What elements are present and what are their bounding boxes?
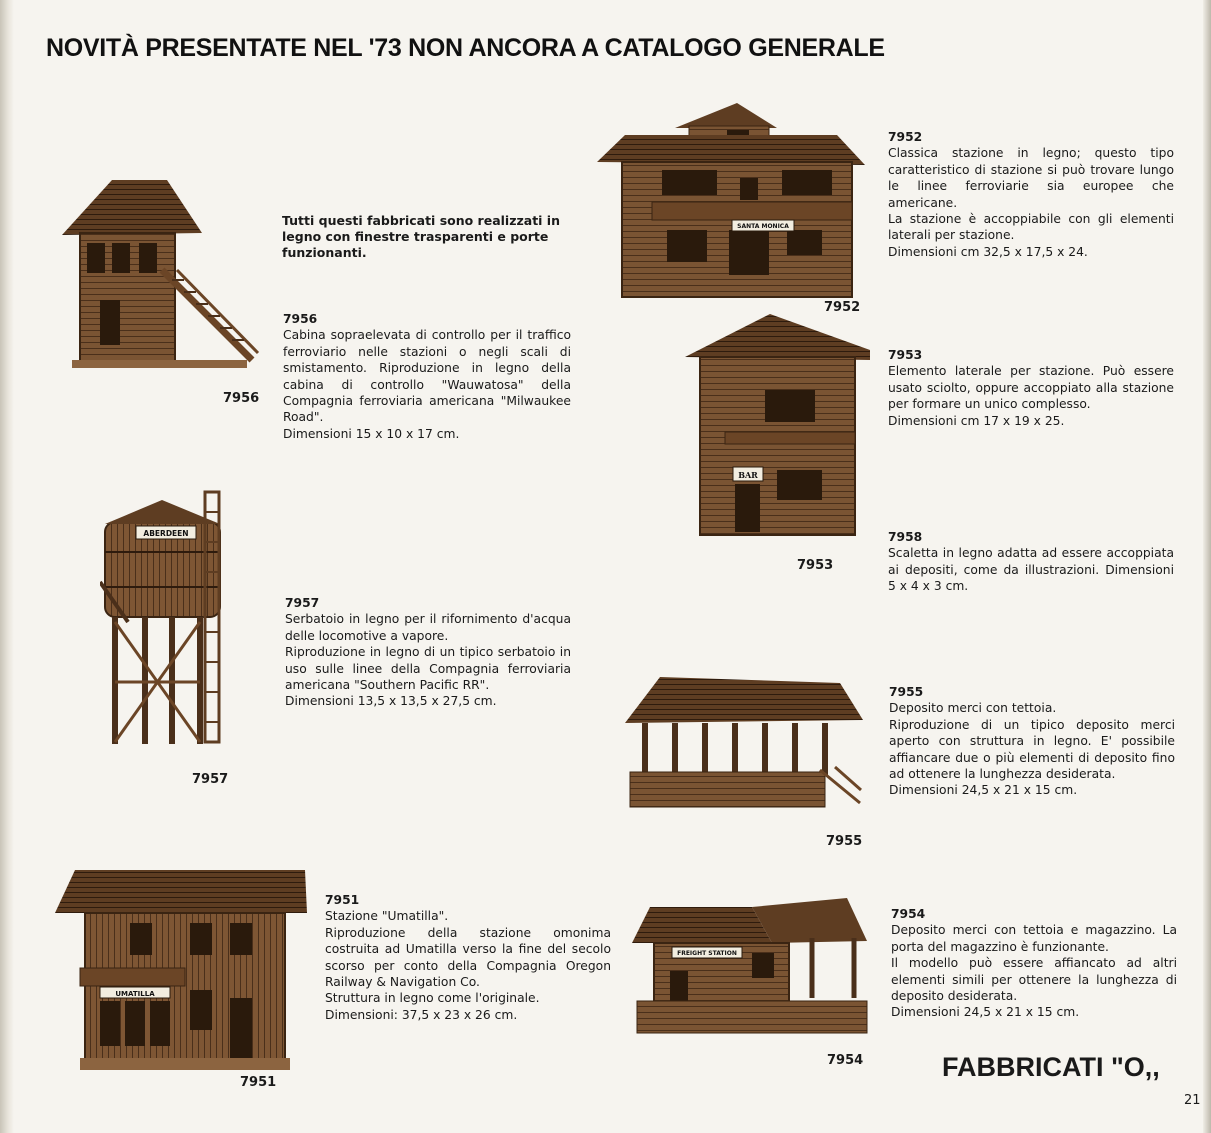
description-line: Riproduzione in legno di un tipico serbatoio in uso sulle linee della Compagnia ferroviaria americana "Southern Pacific RR". bbox=[285, 645, 571, 693]
description-line: Classica stazione in legno; questo tipo caratteristico di stazione si può trovare lungo le linee ferroviarie sia europee che americane. bbox=[888, 146, 1174, 210]
station-sign-text: SANTA MONICA bbox=[737, 223, 789, 230]
product-code-7954: 7954 bbox=[891, 907, 926, 921]
photo-7956-signal-cabin bbox=[62, 175, 262, 370]
description-line: Struttura in legno come l'originale. bbox=[325, 991, 540, 1006]
description-7955 bbox=[889, 684, 1175, 799]
photo-label-7954: 7954 bbox=[827, 1053, 864, 1068]
description-7958 bbox=[888, 529, 1174, 595]
product-code-7958: 7958 bbox=[888, 530, 923, 544]
description-7952 bbox=[888, 129, 1174, 260]
photo-label-7955: 7955 bbox=[826, 834, 863, 849]
photo-7954-freight-station bbox=[632, 893, 870, 1038]
photo-7953-station-side-element bbox=[685, 312, 870, 537]
description-line: Deposito merci con tettoia e magazzino. La porta del magazzino è funzionante. bbox=[891, 923, 1177, 954]
photo-label-7956: 7956 bbox=[223, 391, 260, 406]
photo-label-7951: 7951 bbox=[240, 1075, 277, 1090]
description-7957 bbox=[285, 595, 571, 710]
product-code-7955: 7955 bbox=[889, 685, 924, 699]
description-line: Cabina sopraelevata di controllo per il traffico ferroviario nelle stazioni o negli scali di smistamento. Riproduzione in legno della cabina di controllo "Wauwatosa" della Compagnia ferroviaria americana "Milwaukee Road". bbox=[283, 328, 571, 425]
photo-label-7952: 7952 bbox=[824, 300, 861, 315]
description-line: Riproduzione della stazione omonima costruita ad Umatilla verso la fine del secolo scorso per conto della Compagnia Oregon Railway & Navigation Co. bbox=[325, 925, 611, 990]
description-line: Dimensioni cm 32,5 x 17,5 x 24. bbox=[888, 244, 1088, 259]
product-code-7956: 7956 bbox=[283, 312, 318, 326]
description-line: Scaletta in legno adatta ad essere accoppiata ai depositi, come da illustrazioni. Dimensioni 5 x 4 x 3 cm. bbox=[888, 546, 1174, 594]
page-spine-shadow bbox=[0, 0, 14, 1133]
product-code-7951: 7951 bbox=[325, 893, 360, 907]
station-sign-text: UMATILLA bbox=[115, 990, 155, 998]
page-edge-shadow bbox=[1203, 0, 1211, 1133]
description-line: Dimensioni 24,5 x 21 x 15 cm. bbox=[891, 1005, 1080, 1020]
product-code-7953: 7953 bbox=[888, 348, 923, 362]
product-code-7952: 7952 bbox=[888, 130, 923, 144]
description-line: Elemento laterale per stazione. Può essere usato sciolto, oppure accoppiato alla stazione per formare un unico complesso. bbox=[888, 364, 1174, 412]
description-line: Dimensioni 24,5 x 21 x 15 cm. bbox=[889, 783, 1078, 798]
description-line: Dimensioni: 37,5 x 23 x 26 cm. bbox=[325, 1007, 518, 1022]
product-code-7957: 7957 bbox=[285, 596, 320, 610]
photo-7955-open-freight-shed bbox=[625, 675, 865, 810]
description-line: Deposito merci con tettoia. bbox=[889, 701, 1057, 716]
bar-sign-text: BAR bbox=[738, 470, 758, 480]
description-7956 bbox=[283, 311, 571, 442]
description-line: Serbatoio in legno per il rifornimento d'acqua delle locomotive a vapore. bbox=[285, 612, 571, 643]
description-line: Il modello può essere affiancato ad altri elementi simili per ottenere la lunghezza di deposito desiderata. bbox=[891, 956, 1177, 1004]
intro-text: Tutti questi fabbricati sono realizzati in legno con finestre trasparenti e porte funzionanti. bbox=[282, 213, 560, 260]
photo-label-7957: 7957 bbox=[192, 772, 229, 787]
page-number: 21 bbox=[1184, 1093, 1201, 1108]
description-line: Dimensioni 15 x 10 x 17 cm. bbox=[283, 426, 460, 441]
description-line: La stazione è accoppiabile con gli elementi laterali per stazione. bbox=[888, 212, 1174, 243]
description-line: Stazione "Umatilla". bbox=[325, 909, 449, 924]
section-footer-title: FABBRICATI "O,, bbox=[942, 1052, 1160, 1082]
photo-7952-classic-station bbox=[597, 100, 865, 300]
description-7954 bbox=[891, 906, 1177, 1021]
freight-sign-text: FREIGHT STATION bbox=[677, 950, 737, 957]
tank-sign-text: ABERDEEN bbox=[143, 529, 189, 538]
page-heading: NOVITÀ PRESENTATE NEL '73 NON ANCORA A CATALOGO GENERALE bbox=[46, 34, 885, 62]
description-line: Riproduzione di un tipico deposito merci aperto con struttura in legno. E' possibile affiancare due o più elementi di deposito fino ad ottenere la lunghezza desiderata. bbox=[889, 717, 1175, 782]
photo-7951-umatilla-station bbox=[55, 868, 310, 1073]
photo-label-7953: 7953 bbox=[797, 558, 834, 573]
description-line: Dimensioni cm 17 x 19 x 25. bbox=[888, 413, 1065, 428]
photo-7957-water-tank bbox=[100, 482, 235, 752]
description-7953 bbox=[888, 347, 1174, 429]
description-line: Dimensioni 13,5 x 13,5 x 27,5 cm. bbox=[285, 694, 497, 709]
description-7951 bbox=[325, 892, 611, 1023]
